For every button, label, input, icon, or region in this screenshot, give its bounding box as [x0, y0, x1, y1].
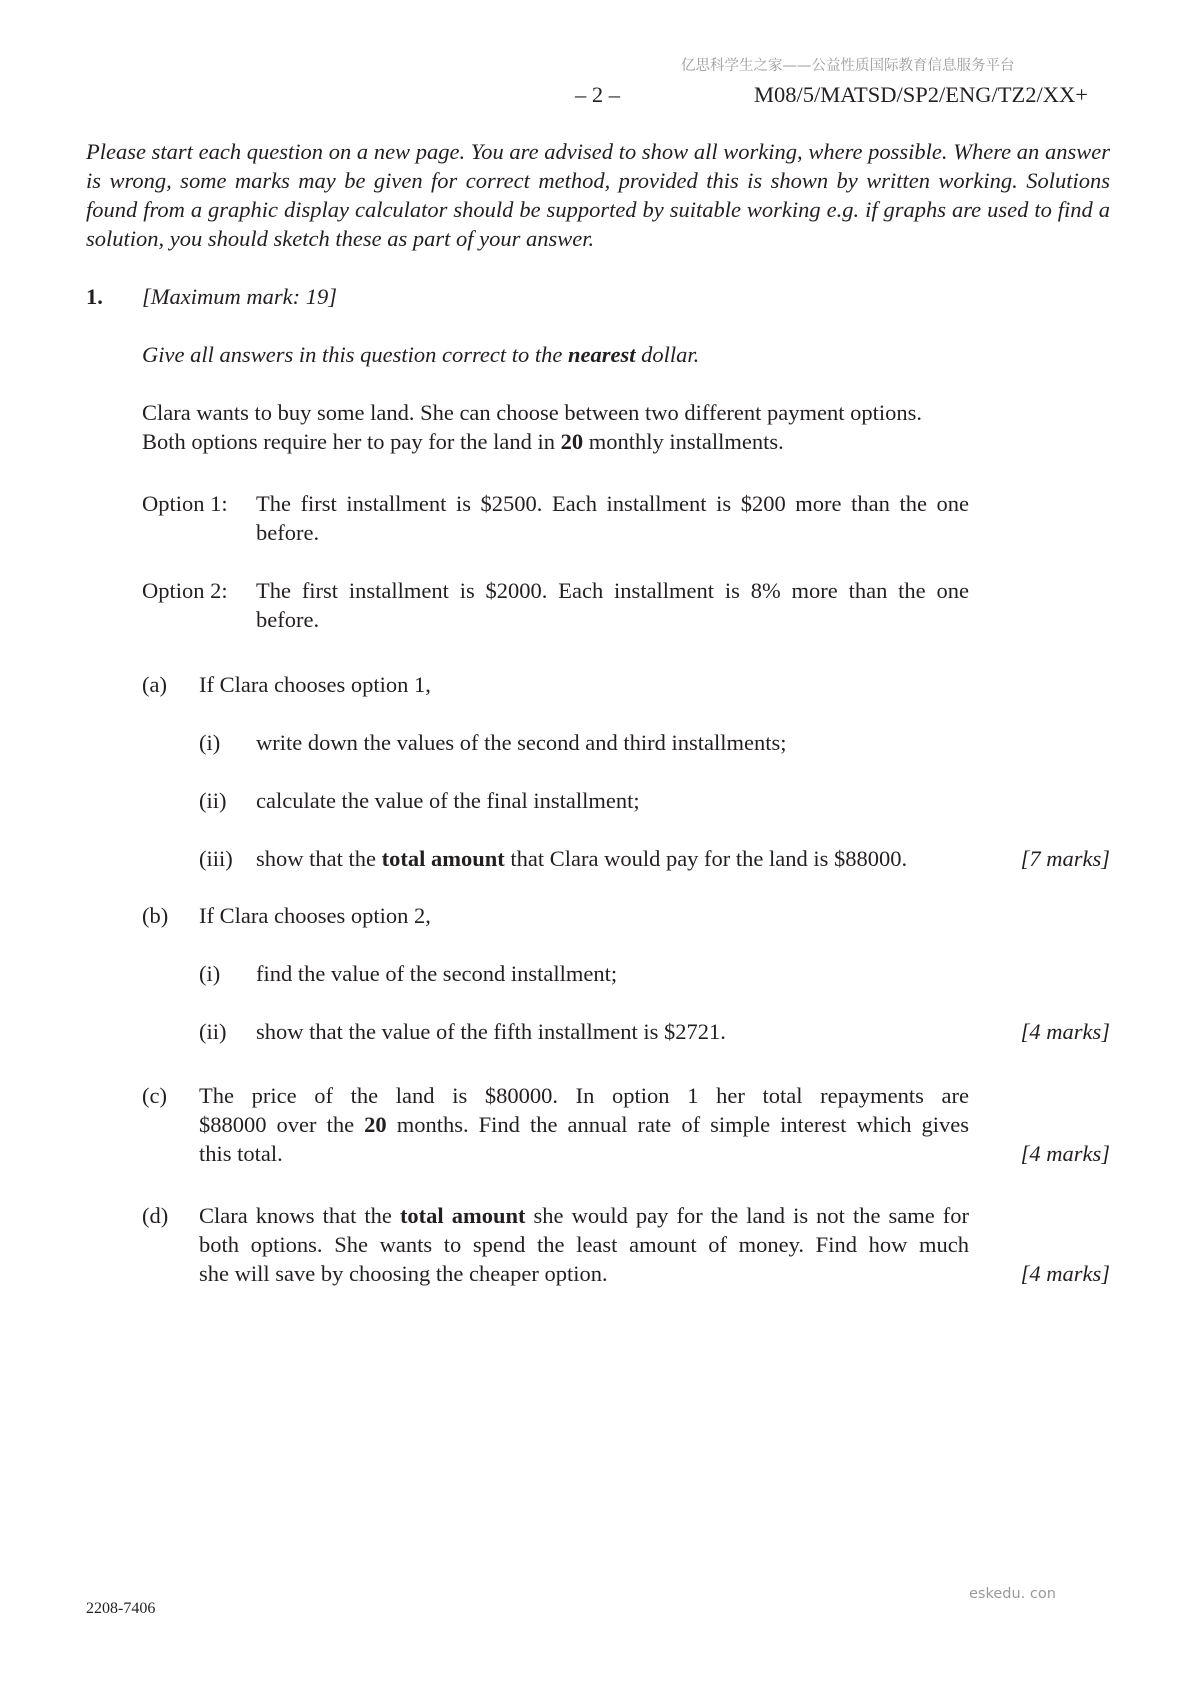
part-a-i-text: write down the values of the second and third installments;: [256, 730, 787, 755]
option-1-text: The first installment is $2500. Each installment is $200 more than the one before.: [256, 491, 969, 545]
part-c-line-2: $88000 over the 20 months. Find the annual rate of simple interest which gives: [199, 1112, 969, 1137]
option-1-label: Option 1:: [142, 491, 228, 516]
part-b-i-label: (i): [199, 961, 221, 986]
paper-code: M08/5/MATSD/SP2/ENG/TZ2/XX+: [754, 82, 1088, 107]
part-a-marks: [7 marks]: [1020, 846, 1110, 871]
max-mark: [Maximum mark: 19]: [142, 284, 337, 309]
part-b-ii-label: (ii): [199, 1019, 227, 1044]
part-c-line-3: this total.: [199, 1141, 283, 1166]
part-d-text: [199, 1201, 969, 1288]
question-intro: [142, 398, 972, 456]
watermark-top: 亿思科学生之家——公益性质国际教育信息服务平台: [681, 58, 1015, 74]
intro-line-2: Both options require her to pay for the land in 20 monthly installments.: [142, 429, 784, 454]
part-c-line-1: The price of the land is $80000. In option 1 her total repayments are: [199, 1083, 969, 1108]
part-c-label: (c): [142, 1083, 167, 1108]
part-a-ii-text: calculate the value of the final installment;: [256, 788, 640, 813]
part-c-marks: [4 marks]: [1020, 1141, 1110, 1166]
part-b-i-text: find the value of the second installment;: [256, 961, 618, 986]
footer-code: 2208-7406: [86, 1600, 156, 1617]
part-d-line-1: Clara knows that the total amount she would pay for the land is not the same for: [199, 1203, 970, 1228]
part-a-text: If Clara chooses option 1,: [199, 672, 431, 697]
part-d-line-3: she will save by choosing the cheaper option.: [199, 1261, 608, 1286]
nearest-dollar-note: Give all answers in this question correct to the nearest dollar.: [142, 342, 700, 367]
part-d-label: (d): [142, 1203, 169, 1228]
part-a-iii-text: show that the total amount that Clara would pay for the land is $88000.: [256, 846, 908, 871]
part-c-text: [199, 1081, 969, 1168]
option-2-text: The first installment is $2000. Each installment is 8% more than the one before.: [256, 578, 969, 632]
part-b-ii-text: show that the value of the fifth installment is $2721.: [256, 1019, 726, 1044]
part-b-text: If Clara chooses option 2,: [199, 903, 431, 928]
part-a-iii-label: (iii): [199, 846, 233, 871]
part-a-i-label: (i): [199, 730, 221, 755]
watermark-bottom: eskedu. con: [969, 1586, 1056, 1602]
part-d-line-2: both options. She wants to spend the least amount of money. Find how much: [199, 1232, 969, 1257]
part-a-ii-label: (ii): [199, 788, 227, 813]
page-number: – 2 –: [575, 82, 620, 107]
instructions: Please start each question on a new page. You are advised to show all working, where possible. Where an answer is wrong, some marks may be given for correct method, provided this is shown by written working. Solutions found from a graphic display calculator should be supported by suitable working e.g. if graphs are used to find a solution, you should sketch these as part of your answer.: [86, 139, 1110, 251]
option-2-label: Option 2:: [142, 578, 228, 603]
part-b-marks: [4 marks]: [1020, 1019, 1110, 1044]
question-number: 1.: [86, 284, 103, 309]
part-a-label: (a): [142, 672, 167, 697]
intro-line-1: Clara wants to buy some land. She can choose between two different payment options.: [142, 400, 923, 425]
part-d-marks: [4 marks]: [1020, 1261, 1110, 1286]
part-b-label: (b): [142, 903, 169, 928]
